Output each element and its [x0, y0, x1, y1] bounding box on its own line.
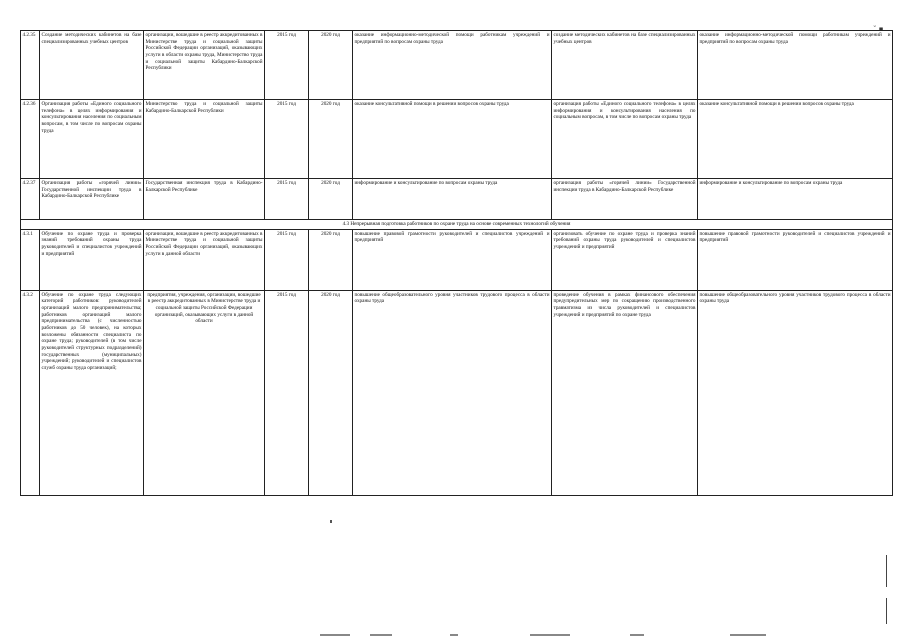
start-year-cell: 2015 год	[265, 100, 309, 179]
end-year-cell: 2020 год	[309, 31, 353, 100]
executors-cell: Министерство труда и социальной защиты Кабардино-Балкарской Республики	[144, 100, 265, 179]
program-table	[20, 30, 893, 496]
activity-cell: Организация работы «Единого социального телефона» в целях информирования и консультирования населения по социальным вопросам, в том числе по вопросам охраны труда	[40, 100, 144, 179]
section-title: 4.3 Непрерывная подготовка работников по охране труда на основе современных технологий обучения	[21, 220, 893, 230]
end-year-cell: 2020 год	[309, 100, 353, 179]
table-row	[21, 290, 893, 495]
table-row	[21, 229, 893, 290]
end-year-cell: 2020 год	[309, 179, 353, 220]
row-number: 4.2.37	[21, 179, 40, 220]
start-year-cell: 2015 год	[265, 290, 309, 495]
row-number: 4.3.1	[21, 229, 40, 290]
goal-cell: повышение общеобразовательного уровня участников трудового процесса в области охраны труда	[698, 290, 893, 495]
scan-edge-line	[886, 555, 887, 587]
relation-cell: проведение обучения в рамках финансового обеспечения предупредительных мер по сокращению производственного травматизма из числа руководителей и специалистов учреждений и предприятий по охране труда	[552, 290, 698, 495]
row-number: 4.2.36	[21, 100, 40, 179]
goal-cell: оказание информационно-методической помощи работникам учреждений и предприятий по вопросам охраны труда	[698, 31, 893, 100]
scan-speck	[330, 520, 332, 523]
table-row	[21, 179, 893, 220]
start-year-cell: 2015 год	[265, 31, 309, 100]
corner-mark-icon: ˘ ▪	[873, 25, 884, 33]
executors-cell: организации, вошедшие в реестр аккредитованных в Министерстве труда и социальной защиты Российской Федерации организаций, оказывающих услуги в данной области	[144, 229, 265, 290]
activity-cell: Организация работы «горячей линии» Государственной инспекции труда в Кабардино-Балкарской Республике	[40, 179, 144, 220]
result-cell: повышение правовой грамотности руководителей и специалистов учреждений и предприятий	[353, 229, 552, 290]
result-cell: повышение общеобразовательного уровня участников трудового процесса в области охраны труда	[353, 290, 552, 495]
relation-cell: организация работы «горячей линии» Государственной инспекции труда в Кабардино-Балкарской Республике	[552, 179, 698, 220]
executors-cell: Государственная инспекция труда в Кабардино-Балкарской Республике	[144, 179, 265, 220]
row-number: 4.2.35	[21, 31, 40, 100]
goal-cell: оказание консультативной помощи в решении вопросов охраны труда	[698, 100, 893, 179]
scan-bottom-smudge	[310, 628, 830, 640]
row-number: 4.3.2	[21, 290, 40, 495]
activity-cell: Обучение по охране труда следующих категорий работников: руководителей организаций малого предпринимательства; работников организаций малого предпринимательства (с численностью работников до 50 человек), на которых возложены обязанности специалиста по охране труда; руководителей (в том числе руководителей структурных подразделений) государственных (муниципальных) учреждений; руководителей и специалистов служб охраны труда организаций;	[40, 290, 144, 495]
end-year-cell: 2020 год	[309, 290, 353, 495]
activity-cell: Создание методических кабинетов на базе специализированных учебных центров	[40, 31, 144, 100]
scan-edge-line	[886, 598, 887, 624]
table-row	[21, 100, 893, 179]
relation-cell: организовать обучение по охране труда и проверка знаний требований охраны труда руководителей и специалистов учреждений и предприятий	[552, 229, 698, 290]
relation-cell: создание методических кабинетов на базе специализированных учебных центров	[552, 31, 698, 100]
activity-cell: Обучение по охране труда и проверка знаний требований охраны труда руководителей и специалистов учреждений и предприятий	[40, 229, 144, 290]
relation-cell: организация работы «Единого социального телефона» в целях информирования и консультирования населения по социальным вопросам, в том числе по вопросам охраны труда	[552, 100, 698, 179]
start-year-cell: 2015 год	[265, 229, 309, 290]
end-year-cell: 2020 год	[309, 229, 353, 290]
start-year-cell: 2015 год	[265, 179, 309, 220]
goal-cell: информирование и консультирование по вопросам охраны труда	[698, 179, 893, 220]
section-header-row	[21, 220, 893, 230]
result-cell: оказание информационно-методической помощи работникам учреждений и предприятий по вопросам охраны труда	[353, 31, 552, 100]
goal-cell: повышение правовой грамотности руководителей и специалистов учреждений и предприятий	[698, 229, 893, 290]
result-cell: информирование и консультирование по вопросам охраны труда	[353, 179, 552, 220]
result-cell: оказание консультативной помощи в решении вопросов охраны труда	[353, 100, 552, 179]
table-row	[21, 31, 893, 100]
executors-cell: организации, вошедшие в реестр аккредитованных в Министерстве труда и социальной защиты Российской Федерации организаций, оказывающих услуги в области охраны труда, Министерство труда и социальной защиты Кабардино-Балкарской Республики	[144, 31, 265, 100]
executors-cell: предприятия, учреждения, организации, вошедшие в реестр аккредитованных в Министерстве труда и социальной защиты Российской Федерации организаций, оказывающих услуги в данной области	[144, 290, 265, 495]
